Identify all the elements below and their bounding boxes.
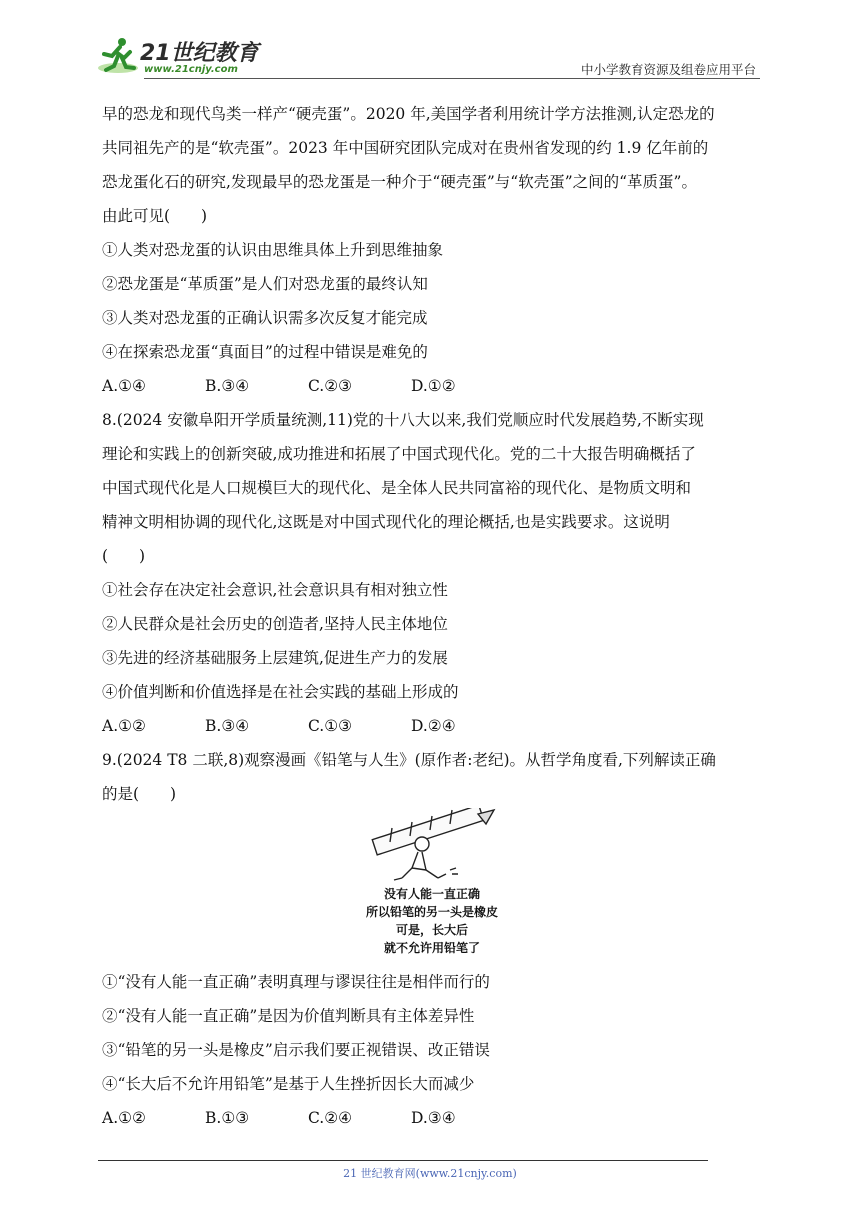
caption-line-2: 所以铅笔的另一头是橡皮 bbox=[365, 905, 499, 919]
text-line: 由此可见( ) bbox=[102, 207, 208, 225]
answer-options bbox=[102, 1101, 762, 1135]
question-content bbox=[102, 97, 762, 811]
option-d[interactable]: D.③④ bbox=[411, 1109, 456, 1127]
q8-text-line: 理论和实践上的创新突破,成功推进和拓展了中国式现代化。党的二十大报告明确概括了 bbox=[102, 445, 696, 463]
option-d[interactable]: D.②④ bbox=[411, 717, 456, 735]
page-header bbox=[96, 34, 760, 82]
q8-statement-2: ②人民群众是社会历史的创造者,坚持人民主体地位 bbox=[102, 615, 448, 633]
q8-text-line: ( ) bbox=[102, 547, 146, 565]
statement-3: ③人类对恐龙蛋的正确认识需多次反复才能完成 bbox=[102, 309, 428, 327]
option-b[interactable]: B.③④ bbox=[205, 377, 250, 395]
option-c[interactable]: C.②④ bbox=[308, 1109, 353, 1127]
q9-statements bbox=[102, 965, 762, 1135]
site-logo[interactable] bbox=[96, 34, 266, 78]
q8-text-line: 8.(2024 安徽阜阳开学质量统测,11)党的十八大以来,我们党顺应时代发展趋势,不断实现 bbox=[102, 411, 704, 429]
q8-statement-3: ③先进的经济基础服务上层建筑,促进生产力的发展 bbox=[102, 649, 448, 667]
q9-text-line: 的是( ) bbox=[102, 785, 177, 803]
footer-link[interactable]: 21 世纪教育网(www.21cnjy.com) bbox=[343, 1167, 517, 1180]
platform-name: 中小学教育资源及组卷应用平台 bbox=[580, 62, 756, 77]
pencil-cartoon bbox=[352, 808, 512, 968]
statement-1: ①人类对恐龙蛋的认识由思维具体上升到思维抽象 bbox=[102, 241, 444, 259]
option-d[interactable]: D.①② bbox=[411, 377, 456, 395]
pencil-man-illustration bbox=[352, 808, 512, 968]
text-line: 恐龙蛋化石的研究,发现最早的恐龙蛋是一种介于“硬壳蛋”与“软壳蛋”之间的“革质蛋”。 bbox=[102, 173, 697, 191]
caption-line-1: 没有人能一直正确 bbox=[383, 887, 481, 901]
q9-statement-1: ①“没有人能一直正确”表明真理与谬误往往是相伴而行的 bbox=[102, 973, 490, 991]
option-b[interactable]: B.③④ bbox=[205, 717, 250, 735]
text-line: 共同祖先产的是“软壳蛋”。2023 年中国研究团队完成对在贵州省发现的约 1.9 亿年前的 bbox=[102, 139, 709, 157]
q8-statement-1: ①社会存在决定社会意识,社会意识具有相对独立性 bbox=[102, 581, 448, 599]
q8-text-line: 精神文明相协调的现代化,这既是对中国式现代化的理论概括,也是实践要求。这说明 bbox=[102, 513, 670, 531]
option-a[interactable]: A.①④ bbox=[102, 377, 146, 395]
answer-options bbox=[102, 709, 762, 743]
option-c[interactable]: C.②③ bbox=[308, 377, 353, 395]
header-divider bbox=[144, 78, 760, 79]
answer-options bbox=[102, 369, 762, 403]
q9-statement-3: ③“铅笔的另一头是橡皮”启示我们要正视错误、改正错误 bbox=[102, 1041, 490, 1059]
option-c[interactable]: C.①③ bbox=[308, 717, 353, 735]
text-line: 早的恐龙和现代鸟类一样产“硬壳蛋”。2020 年,美国学者利用统计学方法推测,认定恐龙的 bbox=[102, 105, 715, 123]
q9-statement-2: ②“没有人能一直正确”是因为价值判断具有主体差异性 bbox=[102, 1007, 475, 1025]
q8-statement-4: ④价值判断和价值选择是在社会实践的基础上形成的 bbox=[102, 683, 459, 701]
statement-2: ②恐龙蛋是“革质蛋”是人们对恐龙蛋的最终认知 bbox=[102, 275, 428, 293]
q9-text-line: 9.(2024 T8 二联,8)观察漫画《铅笔与人生》(原作者:老纪)。从哲学角度看,下列解读正确 bbox=[102, 751, 716, 769]
statement-4: ④在探索恐龙蛋“真面目”的过程中错误是难免的 bbox=[102, 343, 428, 361]
q9-statement-4: ④“长大后不允许用铅笔”是基于人生挫折因长大而减少 bbox=[102, 1075, 475, 1093]
q8-text-line: 中国式现代化是人口规模巨大的现代化、是全体人民共同富裕的现代化、是物质文明和 bbox=[102, 479, 692, 497]
logo-main-text: 21世纪教育 bbox=[140, 41, 259, 66]
logo-sub-text: www.21cnjy.com bbox=[144, 64, 238, 75]
option-b[interactable]: B.①③ bbox=[205, 1109, 250, 1127]
runner-logo-icon bbox=[96, 34, 144, 78]
option-a[interactable]: A.①② bbox=[102, 717, 146, 735]
option-a[interactable]: A.①② bbox=[102, 1109, 146, 1127]
caption-line-3: 可是，长大后 bbox=[395, 923, 469, 937]
caption-line-4: 就不允许用铅笔了 bbox=[383, 941, 481, 955]
footer-divider bbox=[98, 1160, 708, 1161]
